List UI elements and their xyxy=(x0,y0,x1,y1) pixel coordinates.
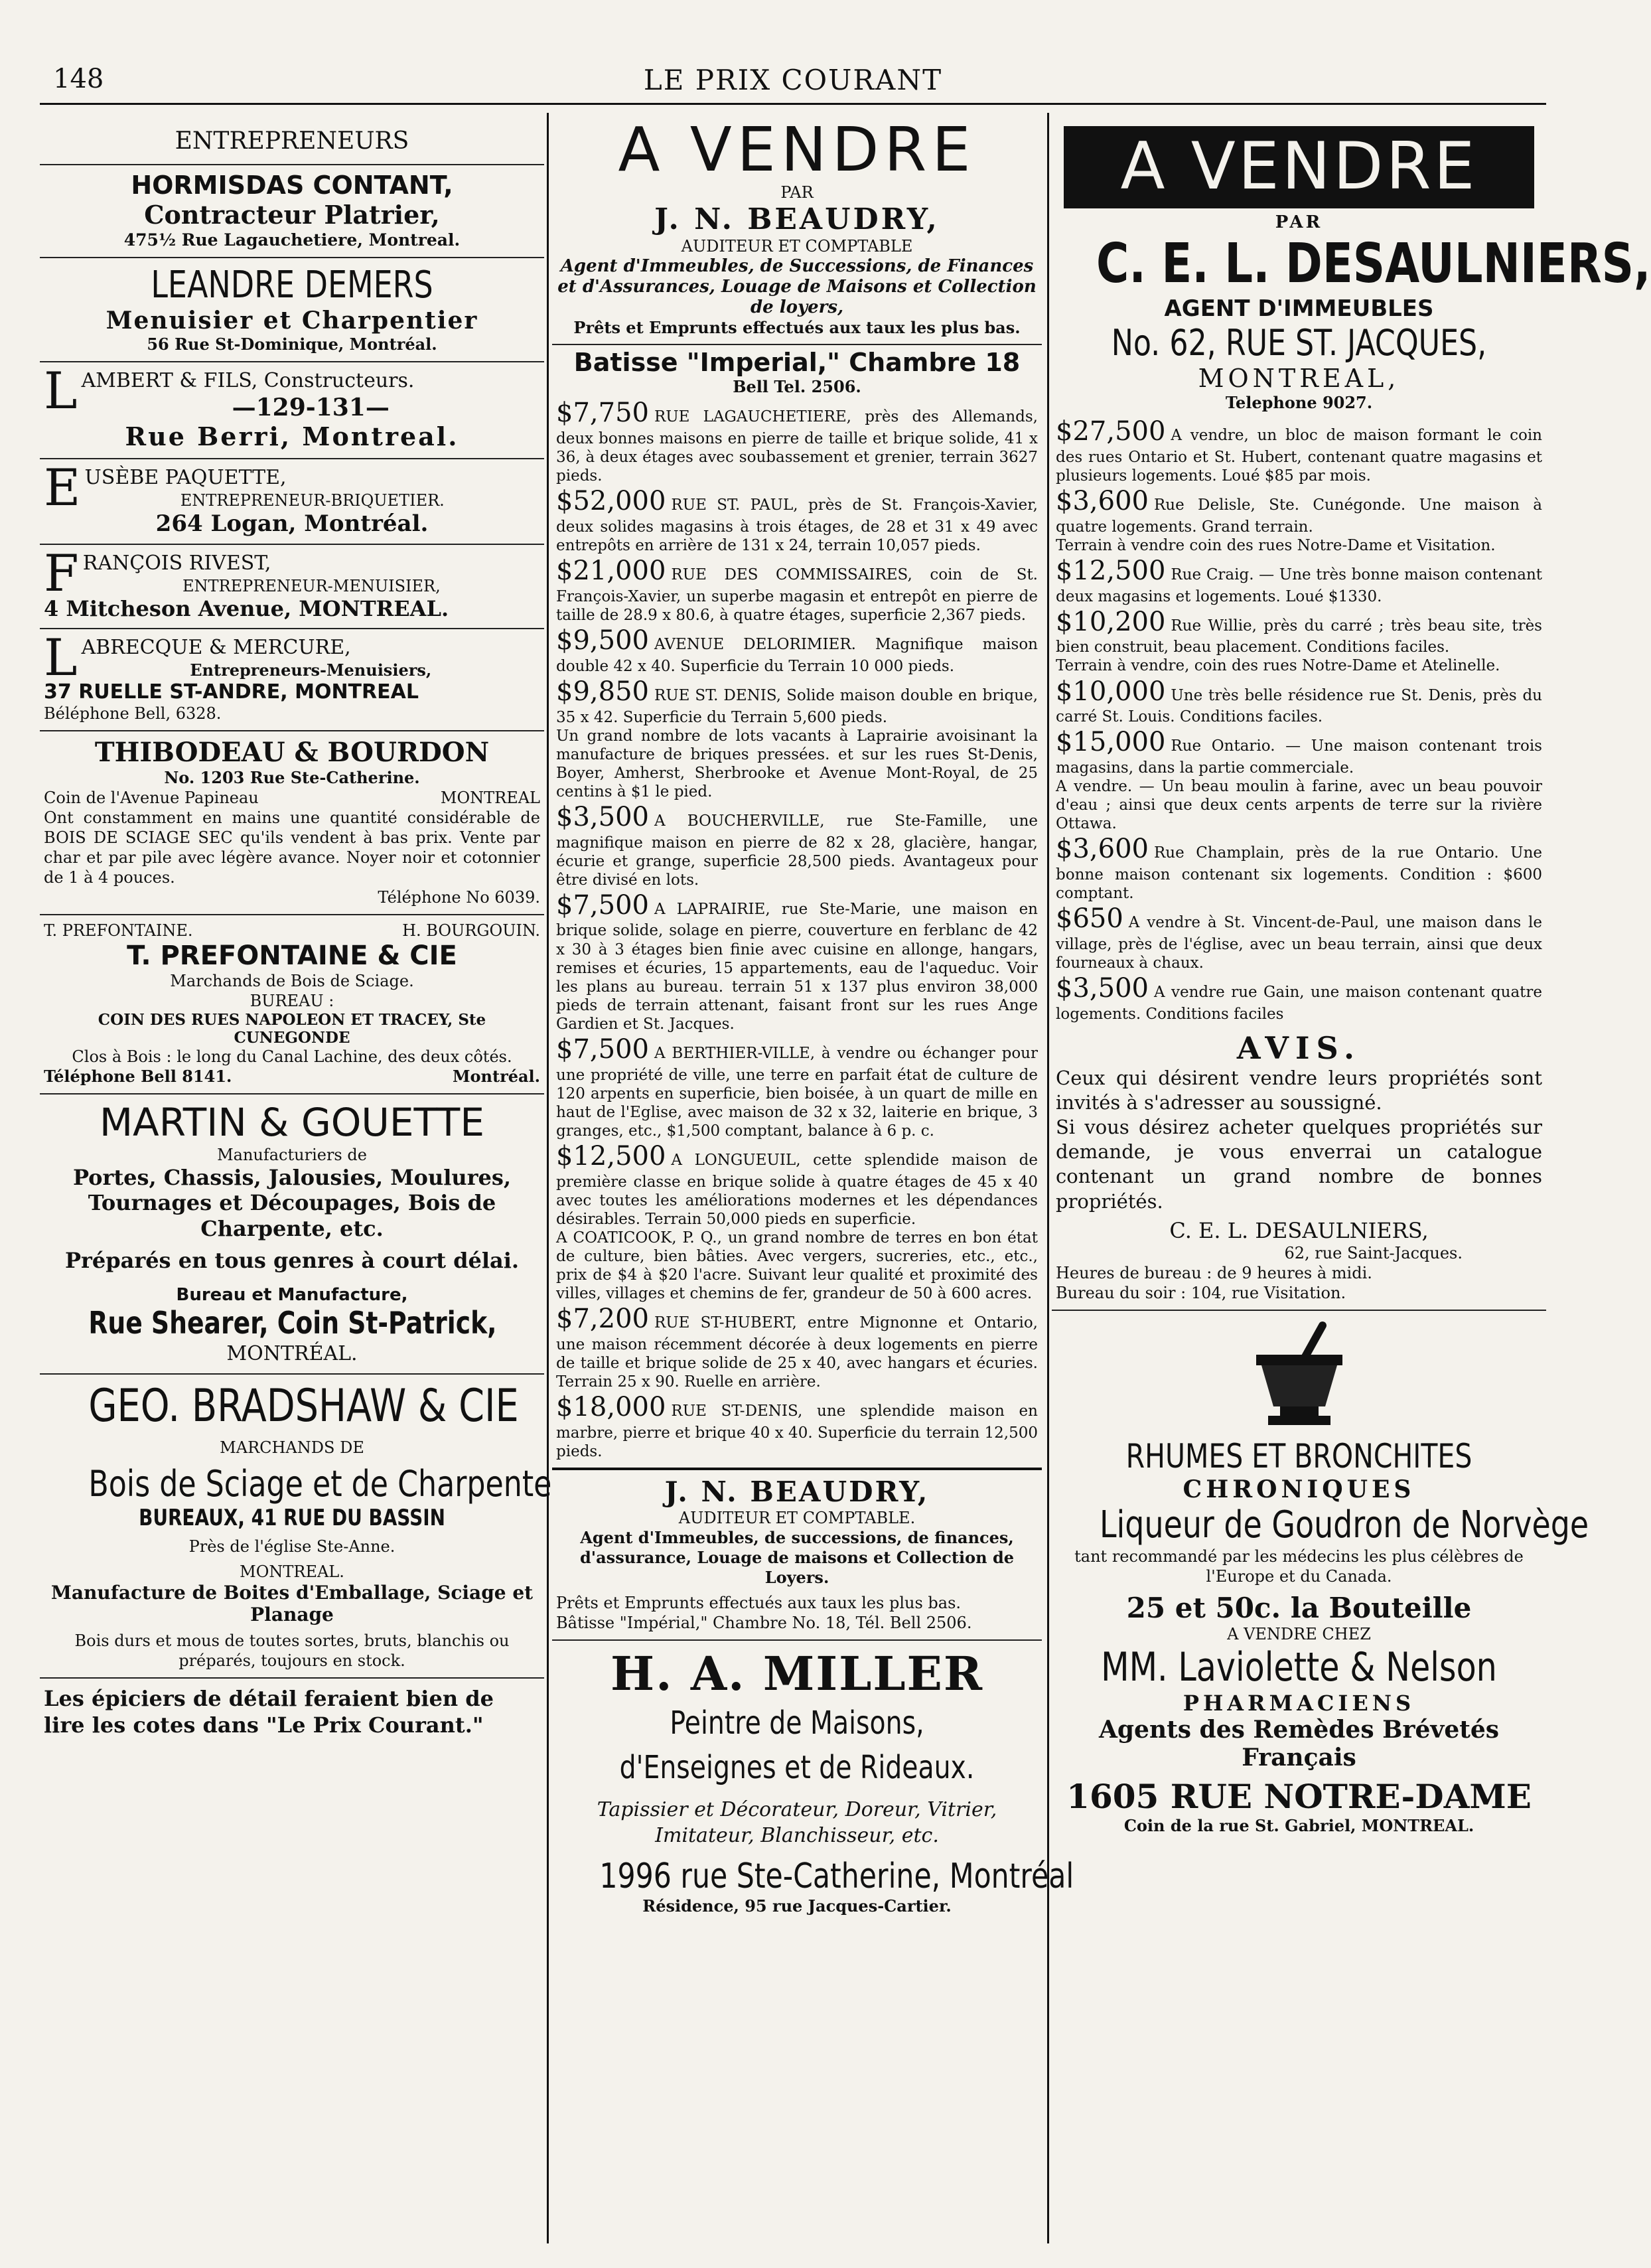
ad-name: J. N. BEAUDRY, xyxy=(664,1475,930,1508)
listing-price: $7,500 xyxy=(556,889,649,921)
listing xyxy=(556,1303,1038,1391)
listing xyxy=(1056,416,1542,485)
ad-name: AMBERT & FILS, Constructeurs. xyxy=(81,369,415,393)
ad-contant xyxy=(40,165,544,258)
listing-price: $7,750 xyxy=(556,398,649,429)
ad-address: 264 Logan, Montréal. xyxy=(155,510,429,538)
ad-agent: J. N. BEAUDRY, xyxy=(654,202,940,236)
listing-group-4 xyxy=(1056,833,1542,1023)
listing xyxy=(556,555,1038,625)
listing-text: Rue Ontario. — Une maison contenant trois magasins, dans la partie commerciale. xyxy=(1056,737,1542,777)
ad-building: Bâtisse "Impérial," Chambre No. 18, Tél. Bell 2506. xyxy=(556,1613,972,1632)
listing-group-1 xyxy=(556,397,1038,726)
avis-text-2: Si vous désirez acheter quelques propriétés sur demande, je vous enverrai un catalogue contenant un grand nombre de bonnes propriétés. xyxy=(1056,1116,1542,1213)
ad-services: Tapissier et Décorateur, Doreur, Vitrier, Imitateur, Blanchisseur, etc. xyxy=(597,1798,997,1848)
listing xyxy=(1056,903,1542,972)
header-rule xyxy=(40,103,1546,105)
listing-group-1 xyxy=(1056,416,1542,536)
remedy-corner: Coin de la rue St. Gabriel, MONTREAL. xyxy=(1123,1815,1474,1835)
ad-address: 4 Mitcheson Avenue, MONTREAL. xyxy=(44,596,449,622)
ad-address: No. 1203 Rue Ste-Catherine. xyxy=(164,768,420,788)
avis-title: AVIS. xyxy=(1236,1029,1362,1066)
ad-address: 56 Rue St-Dominique, Montréal. xyxy=(147,335,437,354)
page-header xyxy=(40,58,1546,105)
ad-par: PAR xyxy=(780,183,814,202)
listing-price: $9,500 xyxy=(556,625,649,656)
ad-paquette xyxy=(40,459,544,545)
listing xyxy=(556,1033,1038,1140)
ad-city: MONTRÉAL. xyxy=(226,1342,358,1366)
ad-city: Montréal. xyxy=(452,1067,540,1087)
listing-price: $10,200 xyxy=(1056,606,1166,637)
ad-name: THIBODEAU & BOURDON xyxy=(94,737,490,769)
ad-bradshaw xyxy=(40,1375,552,1679)
ad-prepared: Préparés en tous genres à court délai. xyxy=(64,1248,520,1274)
ad-prefontaine xyxy=(40,915,544,1095)
listing xyxy=(556,889,1038,1033)
ad-subtitle: Manufacturiers de xyxy=(217,1146,367,1165)
ad-role: AGENT D'IMMEUBLES xyxy=(1164,295,1434,322)
listing-price: $21,000 xyxy=(556,555,666,586)
column-divider-2 xyxy=(1047,113,1049,2243)
remedy-price: 25 et 50c. la Bouteille xyxy=(1126,1591,1472,1624)
listing-price: $3,600 xyxy=(1056,485,1149,516)
ad-name: H. A. MILLER xyxy=(610,1645,984,1701)
remedy-pharm: PHARMACIENS xyxy=(1183,1690,1415,1716)
listing-text: RUE ST. PAUL, près de St. François-Xavier, deux solides magasins à trois étages, de 28 et 31 x 49 avec entrepôts en arrière de 131 x 24, terrain 10,057 pieds. xyxy=(556,496,1038,554)
ad-office: COIN DES RUES NAPOLEON ET TRACEY, Ste CUNEGONDE xyxy=(98,1011,486,1047)
ad-address: 37 RUELLE ST-ANDRE, MONTREAL xyxy=(44,680,419,704)
ad-demers xyxy=(40,258,544,362)
listing xyxy=(556,801,1038,889)
drop-initial: E xyxy=(44,458,81,518)
listing-price: $12,500 xyxy=(556,1140,666,1172)
listing-group-2 xyxy=(1056,555,1542,657)
remedy-agents: Agents des Remèdes Brévetés Français xyxy=(1098,1715,1500,1772)
ad-name: ABRECQUE & MERCURE, xyxy=(81,636,351,660)
ad-role: Contracteur Platrier, xyxy=(144,199,440,230)
listing-text: A BERTHIER-VILLE, à vendre ou échanger pour une propriété de ville, une terre en parfait état de culture de 120 arpents en superficie, bien boisée, à un quart de mille en haut de l'Eglise, avec maison de 32 x 32, laiterie en brique, 3 granges, etc., $1,500 comptant, balance à 6 p. c. xyxy=(556,1044,1038,1140)
ad-services: Agent d'Immeubles, de Successions, de Finances et d'Assurances, Louage de Maisons et Collection de loyers, xyxy=(557,256,1037,317)
avis-text-1: Ceux qui désirent vendre leurs propriétés sont invités à s'adresser au soussigné. xyxy=(1056,1066,1542,1114)
ad-office-label: BUREAU : xyxy=(250,992,334,1011)
ad-products: Portes, Chassis, Jalousies, Moulures, Tournages et Découpages, Bois de Charpente, etc. xyxy=(72,1165,512,1241)
ad-name: USÈBE PAQUETTE, xyxy=(84,466,287,490)
listing xyxy=(556,397,1038,485)
listing-text: A LAPRAIRIE, rue Ste-Marie, une maison en brique solide, solage en pierre, couverture en ferblanc de 42 x 30 à 3 étages bien finie avec cuisine en allonge, hangars, remises et écuries, 15 appartements, eau de l'aqueduc. Voir les plans au bureau. terrain 51 x 137 plus environ 38,000 pieds de terrain attenant, faisant front sur les rues Ange Gardien et St. Jacques. xyxy=(556,900,1038,1033)
avis-addr: 62, rue Saint-Jacques. xyxy=(1284,1243,1463,1262)
ad-thibodeau xyxy=(40,731,544,915)
ad-phone: Téléphone Bell 8141. xyxy=(44,1067,232,1087)
note-laprairie: Un grand nombre de lots vacants à Laprairie avoisinant la manufacture de briques pressées. et sur les rues St-Denis, Boyer, Amherst, Sherbrooke et Avenue Mont-Royal, de 25 centins à $1 le pied. xyxy=(556,727,1038,800)
banner-a-vendre: A VENDRE xyxy=(1064,126,1534,208)
listing-text: RUE DES COMMISSAIRES, coin de St. François-Xavier, un superbe magasin et entrepôt en pierre de taille de 28.9 x 80.6, à quatre étages, superficie 2,367 pieds. xyxy=(556,566,1038,624)
ad-loans: Prêts et Emprunts effectués aux taux les plus bas. xyxy=(573,318,1021,338)
hours-2: Bureau du soir : 104, rue Visitation. xyxy=(1056,1283,1346,1302)
ad-name: T. PREFONTAINE & CIE xyxy=(127,941,457,972)
ad-agent: C. E. L. DESAULNIERS, xyxy=(1096,232,1651,295)
remedy-product: Liqueur de Goudron de Norvège xyxy=(1099,1503,1589,1547)
listing-text: A vendre, un bloc de maison formant le coin des rues Ontario et St. Hubert, contenant quatre magasins et plusieurs logements. Loué $85 par mois. xyxy=(1056,427,1542,485)
avis-block xyxy=(1052,1023,1546,1311)
ad-address: 1996 rue Ste-Catherine, Montréal xyxy=(599,1856,1074,1897)
listing xyxy=(1056,606,1542,657)
listing-text: Rue Delisle, Ste. Cunégonde. Une maison à quatre logements. Grand terrain. xyxy=(1056,496,1542,536)
corner-left: Coin de l'Avenue Papineau xyxy=(44,789,259,808)
phone: Bell Tel. 2506. xyxy=(733,377,861,397)
notice-epiciers xyxy=(40,1679,544,1745)
ad-beaudry-small xyxy=(552,1468,1042,1641)
ad-title: A VENDRE xyxy=(618,114,976,185)
listing-price: $12,500 xyxy=(1056,555,1166,586)
ad-rivest xyxy=(40,545,544,629)
listing-text: A BOUCHERVILLE, rue Ste-Famille, une magnifique maison en pierre de 82 x 28, glacière, hangar, écurie et grange, superficie 28,500 pieds. Avantageux pour être divisé en lots. xyxy=(556,812,1038,889)
listing-price: $7,500 xyxy=(556,1033,649,1065)
listing-group-3 xyxy=(556,1303,1038,1461)
ad-labrecque xyxy=(40,629,544,731)
ad-trade: Marchands de Bois de Sciage. xyxy=(170,972,414,991)
listing-text: Une très belle résidence rue St. Denis, près du carré St. Louis. Conditions faciles. xyxy=(1056,686,1542,726)
listing-price: $52,000 xyxy=(556,486,666,517)
ad-role: Entrepreneurs-Menuisiers, xyxy=(190,660,432,680)
ad-text: Ont constamment en mains une quantité considérable de BOIS DE SCIAGE SEC qu'ils vendent à bas prix. Vente par char et par pile avec légère avance. Noyer noir et cotonnier de 1 à 4 pouces. xyxy=(44,808,540,887)
ad-role: ENTREPRENEUR-BRIQUETIER. xyxy=(180,491,445,510)
ad-address: No. 62, RUE ST. JACQUES, xyxy=(1111,322,1487,364)
listing xyxy=(1056,833,1542,903)
listing-price: $27,500 xyxy=(1056,416,1166,447)
ad-near: Près de l'église Ste-Anne. xyxy=(188,1537,395,1556)
ad-par: PAR xyxy=(1275,212,1323,232)
listing-text: Rue Craig. — Une très bonne maison contenant deux magasins et logements. Loué $1330. xyxy=(1056,566,1542,605)
note-notre-dame: Terrain à vendre, coin des rues Notre-Dame et Atelinelle. xyxy=(1056,657,1500,675)
ad-name: LEANDRE DEMERS xyxy=(151,264,433,307)
listing-text: Rue Willie, près du carré ; très beau site, très bien construit, beau placement. Conditions faciles. xyxy=(1056,617,1542,656)
remedy-sellers: MM. Laviolette & Nelson xyxy=(1101,1643,1497,1691)
listing-text: RUE LAGAUCHETIERE, près des Allemands, deux bonnes maisons en pierre de taille et brique solide, 41 x 36, à deux étages avec soubassement et grenier, terrain 3627 pieds. xyxy=(556,408,1038,485)
listing-text: AVENUE DELORIMIER. Magnifique maison double 42 x 40. Superficie du Terrain 10 000 pieds. xyxy=(556,635,1038,675)
ad-text: Bois durs et mous de toutes sortes, bruts, blanchis ou préparés, toujours en stock. xyxy=(74,1631,510,1671)
hours-1: Heures de bureau : de 9 heures à midi. xyxy=(1056,1263,1372,1282)
ad-name: RANÇOIS RIVEST, xyxy=(82,552,271,575)
column-beaudry xyxy=(552,113,1074,2243)
listing-price: $15,000 xyxy=(1056,727,1166,758)
remedy-title: RHUMES ET BRONCHITES xyxy=(1125,1436,1472,1475)
ad-role: Menuisier et Charpentier xyxy=(106,307,478,335)
listing-price: $10,000 xyxy=(1056,676,1166,707)
listing xyxy=(556,625,1038,676)
ad-phone: Telephone 9027. xyxy=(1225,393,1373,412)
listing-group-3 xyxy=(1056,676,1542,778)
column-divider-1 xyxy=(547,113,549,2243)
listing-price: $9,850 xyxy=(556,676,649,707)
ad-role: ENTREPRENEUR-MENUISIER, xyxy=(182,577,441,596)
ad-role: AUDITEUR ET COMPTABLE xyxy=(681,236,913,256)
listing-group-2 xyxy=(556,801,1038,1229)
ad-address: Rue Shearer, Coin St-Patrick, xyxy=(88,1305,497,1341)
listing-price: $650 xyxy=(1056,903,1123,935)
listing-price: $3,500 xyxy=(1056,973,1149,1004)
ad-loans: Prêts et Emprunts effectués aux taux les plus bas. xyxy=(556,1593,962,1612)
listing xyxy=(1056,485,1542,536)
ad-beaudry-main xyxy=(552,113,1042,345)
listing xyxy=(1056,972,1542,1023)
page-number: 148 xyxy=(53,64,104,94)
listing xyxy=(556,485,1038,555)
ad-office: Bureau et Manufacture, xyxy=(176,1285,408,1306)
notice-text: Les épiciers de détail feraient bien de lire les cotes dans "Le Prix Courant." xyxy=(44,1686,494,1738)
ad-desaulniers xyxy=(1052,126,1651,416)
ad-products: Bois de Sciage et de Charpente xyxy=(88,1463,552,1505)
partner-right: H. BOURGOUIN. xyxy=(402,921,540,941)
ad-yards: Clos à Bois : le long du Canal Lachine, des deux côtés. xyxy=(72,1047,512,1067)
ad-name: GEO. BRADSHAW & CIE xyxy=(88,1380,519,1433)
listing xyxy=(556,1140,1038,1229)
listing xyxy=(556,676,1038,727)
drop-initial: L xyxy=(44,361,78,421)
remedy-sold: A VENDRE CHEZ xyxy=(1227,1624,1371,1643)
page-title: LE PRIX COURANT xyxy=(643,64,943,96)
ad-trade: Peintre de Maisons, d'Enseignes et de Rideaux. xyxy=(619,1704,975,1786)
drop-initial: F xyxy=(44,544,79,603)
listing-text: RUE ST-HUBERT, entre Mignonne et Ontario, une maison récemment décorée à deux logements en pierre de taille et brique solide de 25 x 40, avec hangars et écuries. Terrain 25 x 90. Ruelle en arrière. xyxy=(556,1314,1038,1391)
ad-phone: Béléphone Bell, 6328. xyxy=(44,704,222,723)
remedy-endorse: tant recommandé par les médecins les plus célèbres de l'Europe et du Canada. xyxy=(1074,1547,1524,1586)
corner-right: MONTREAL xyxy=(440,789,540,808)
ad-city: MONTREAL, xyxy=(1198,364,1400,393)
partner-left: T. PREFONTAINE. xyxy=(44,921,193,941)
note-moulin: A vendre. — Un beau moulin à farine, avec un beau pouvoir d'eau ; ainsi que deux cents arpents de terre sur la rivière Ottawa. xyxy=(1056,778,1542,833)
section-title: ENTREPRENEURS xyxy=(40,113,544,165)
avis-sign: C. E. L. DESAULNIERS, xyxy=(1169,1217,1429,1243)
column-entrepreneurs xyxy=(40,113,552,2243)
listing-price: $3,600 xyxy=(1056,834,1149,865)
ad-name: HORMISDAS CONTANT, xyxy=(131,170,453,200)
listing xyxy=(556,1391,1038,1461)
mortar-pestle-icon xyxy=(1243,1320,1356,1433)
beaudry-listings xyxy=(552,345,1042,1464)
listing-price: $18,000 xyxy=(556,1391,666,1422)
partners xyxy=(44,921,540,941)
ad-city: MONTREAL. xyxy=(240,1562,344,1582)
note-visitation: Terrain à vendre coin des rues Notre-Dame et Visitation. xyxy=(1056,536,1496,554)
ad-subtitle: MARCHANDS DE xyxy=(220,1438,364,1458)
listing-text: RUE ST-DENIS, une splendide maison en marbre, pierre et brique 40 x 40. Superficie du terrain 12,500 pieds. xyxy=(556,1402,1038,1460)
ad-footer xyxy=(44,1067,540,1087)
listing-text: RUE ST. DENIS, Solide maison double en brique, 35 x 42. Superficie du Terrain 5,600 pieds. xyxy=(556,686,1038,726)
ad-name: MARTIN & GOUETTE xyxy=(100,1100,484,1146)
ad-manufacture: Manufacture de Boites d'Emballage, Sciage et Planage xyxy=(50,1582,534,1626)
desaulniers-listings xyxy=(1052,416,1546,1023)
ad-corner xyxy=(44,788,540,808)
ad-miller xyxy=(552,1641,1074,1922)
listing xyxy=(1056,726,1542,777)
listing-price: $7,200 xyxy=(556,1303,649,1334)
ad-address: Rue Berri, Montreal. xyxy=(125,421,459,452)
ad-phone: Téléphone No 6039. xyxy=(378,888,540,907)
note-coaticook: A COATICOOK, P. Q., un grand nombre de terres en bon état de culture, bien bâties. Avec vergers, sucreries, etc., etc., prix de $4 à $20 l'acre. Suivant leur qualité et proximité des villes, villages et chemins de fer, grandeur de 50 à 600 acres. xyxy=(556,1229,1038,1302)
ad-services: Agent d'Immeubles, de successions, de finances, d'assurance, Louage de maisons et Collection de Loyers. xyxy=(580,1527,1014,1587)
listing-text: A vendre rue Gain, une maison contenant quatre logements. Conditions faciles xyxy=(1056,984,1542,1023)
ad-office: BUREAUX, 41 RUE DU BASSIN xyxy=(139,1505,445,1532)
ad-lambert xyxy=(40,362,544,459)
remedy-address: 1605 RUE NOTRE-DAME xyxy=(1066,1776,1532,1816)
ad-number: —129-131— xyxy=(232,394,390,422)
building: Batisse "Imperial," Chambre 18 xyxy=(573,348,1021,378)
drop-initial: L xyxy=(44,628,78,688)
ad-residence: Résidence, 95 rue Jacques-Cartier. xyxy=(642,1896,952,1916)
ad-address: 475½ Rue Lagauchetiere, Montreal. xyxy=(123,230,461,250)
column-desaulniers xyxy=(1052,113,1651,2243)
listing-text: A vendre à St. Vincent-de-Paul, une maison dans le village, près de l'église, avec un beau terrain, ainsi que deux fourneaux à chaux. xyxy=(1056,914,1542,972)
ad-role: AUDITEUR ET COMPTABLE. xyxy=(678,1508,916,1527)
listing-text: A LONGUEUIL, cette splendide maison de première classe en brique solide à quatre étages de 45 x 40 avec toutes les améliorations modernes et les dépendances désirables. Terrain 50,000 pieds en superficie. xyxy=(556,1151,1038,1228)
remedy-subtitle: CHRONIQUES xyxy=(1183,1475,1415,1503)
listing-text: Rue Champlain, près de la rue Ontario. Une bonne maison contenant six logements. Condition : $600 comptant. xyxy=(1056,844,1542,903)
listing xyxy=(1056,555,1542,606)
ad-martin xyxy=(40,1095,544,1375)
listing-price: $3,500 xyxy=(556,801,649,832)
listing xyxy=(1056,676,1542,727)
ad-remedy xyxy=(1052,1320,1589,1836)
